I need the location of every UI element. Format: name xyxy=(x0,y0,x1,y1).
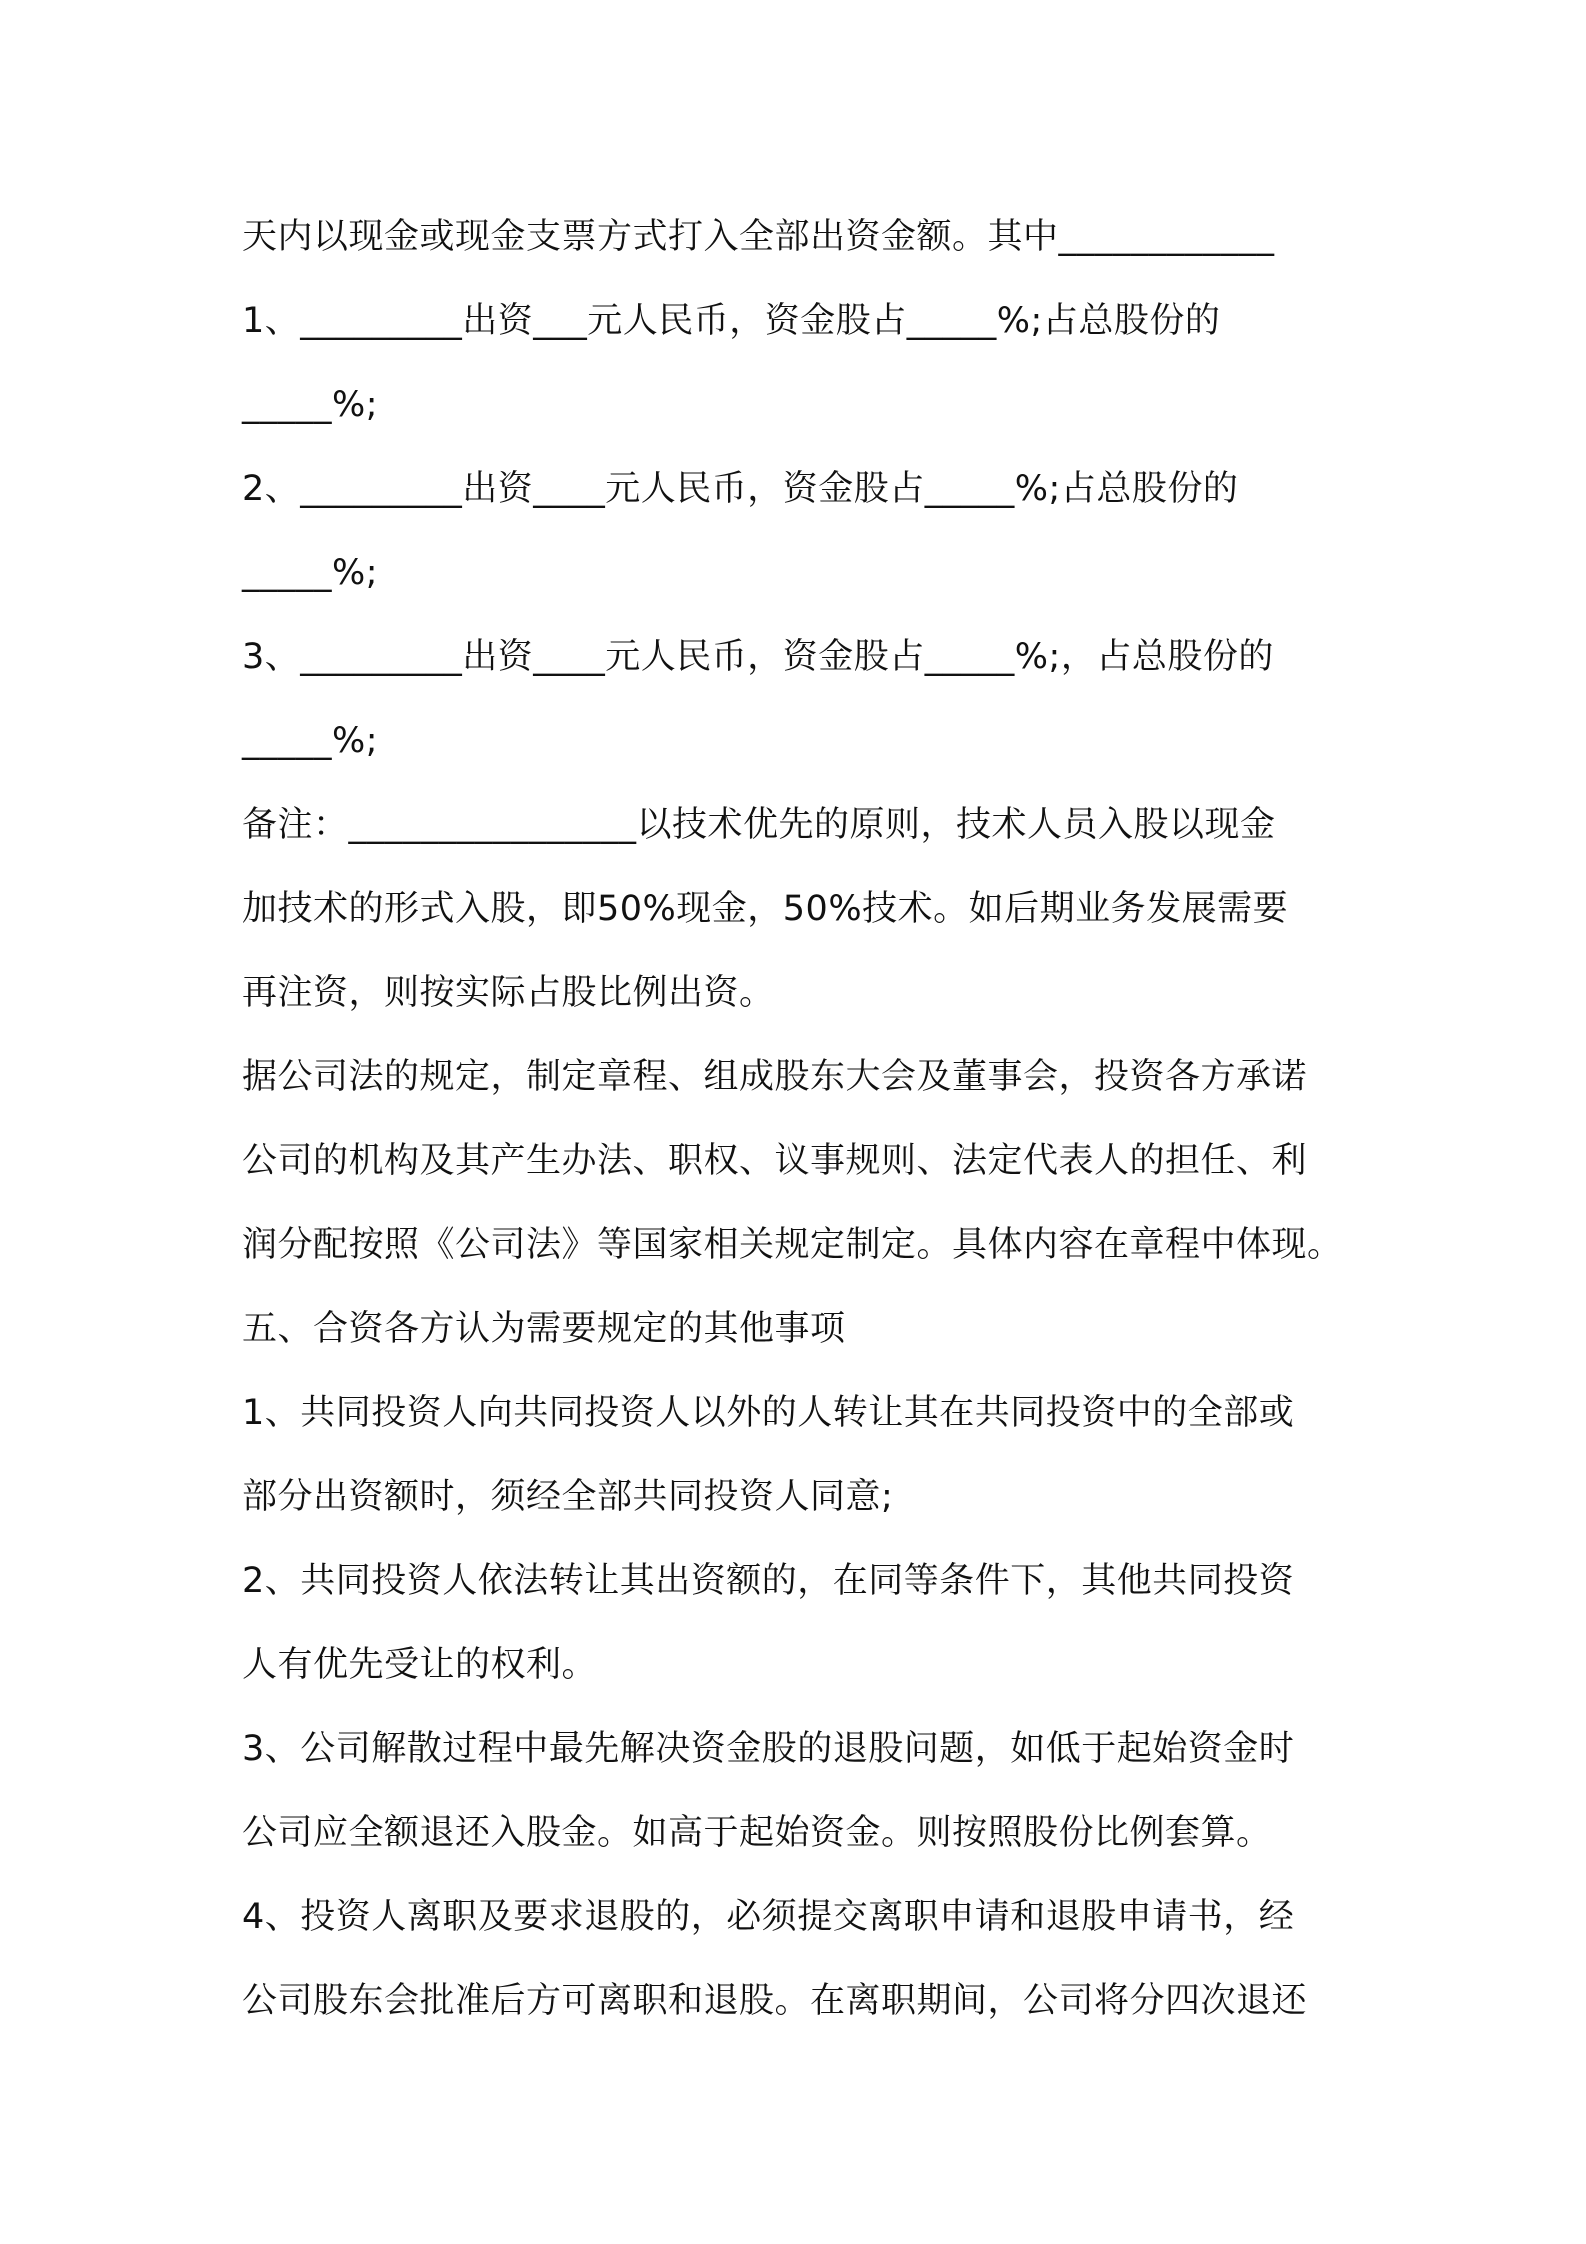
text-line-4: 2、_________出资____元人民币，资金股占_____%;占总股份的 xyxy=(242,469,1239,509)
text-line-22: 公司股东会批准后方可离职和退股。在离职期间，公司将分四次退还 xyxy=(242,1981,1308,2021)
text-line-18: 人有优先受让的权利。 xyxy=(242,1645,598,1685)
section-heading: 五、合资各方认为需要规定的其他事项 xyxy=(242,1309,846,1349)
text-line-7: _____%; xyxy=(242,721,379,761)
text-line-2: 1、_________出资___元人民币，资金股占_____%;占总股份的 xyxy=(242,301,1221,341)
text-line-19: 3、公司解散过程中最先解决资金股的退股问题，如低于起始资金时 xyxy=(242,1729,1295,1769)
text-line-11: 据公司法的规定，制定章程、组成股东大会及董事会，投资各方承诺 xyxy=(242,1057,1308,1097)
text-line-15: 1、共同投资人向共同投资人以外的人转让其在共同投资中的全部或 xyxy=(242,1393,1295,1433)
text-line-9: 加技术的形式入股，即50%现金，50%技术。如后期业务发展需要 xyxy=(242,889,1289,929)
document-page xyxy=(242,195,1362,2043)
text-line-17: 2、共同投资人依法转让其出资额的，在同等条件下，其他共同投资 xyxy=(242,1561,1295,1601)
text-line-13: 润分配按照《公司法》等国家相关规定制定。具体内容在章程中体现。 xyxy=(242,1225,1343,1265)
text-line-12: 公司的机构及其产生办法、职权、议事规则、法定代表人的担任、利 xyxy=(242,1141,1308,1181)
text-line-16: 部分出资额时，须经全部共同投资人同意; xyxy=(242,1477,894,1517)
text-line-1: 天内以现金或现金支票方式打入全部出资金额。其中____________ xyxy=(242,217,1275,257)
text-line-3: _____%; xyxy=(242,385,379,425)
text-line-8: 备注：________________以技术优先的原则，技术人员入股以现金 xyxy=(242,805,1276,845)
text-line-6: 3、_________出资____元人民币，资金股占_____%;，占总股份的 xyxy=(242,637,1274,677)
text-line-5: _____%; xyxy=(242,553,379,593)
text-line-20: 公司应全额退还入股金。如高于起始资金。则按照股份比例套算。 xyxy=(242,1813,1272,1853)
text-line-10: 再注资，则按实际占股比例出资。 xyxy=(242,973,775,1013)
text-line-21: 4、投资人离职及要求退股的，必须提交离职申请和退股申请书，经 xyxy=(242,1897,1295,1937)
